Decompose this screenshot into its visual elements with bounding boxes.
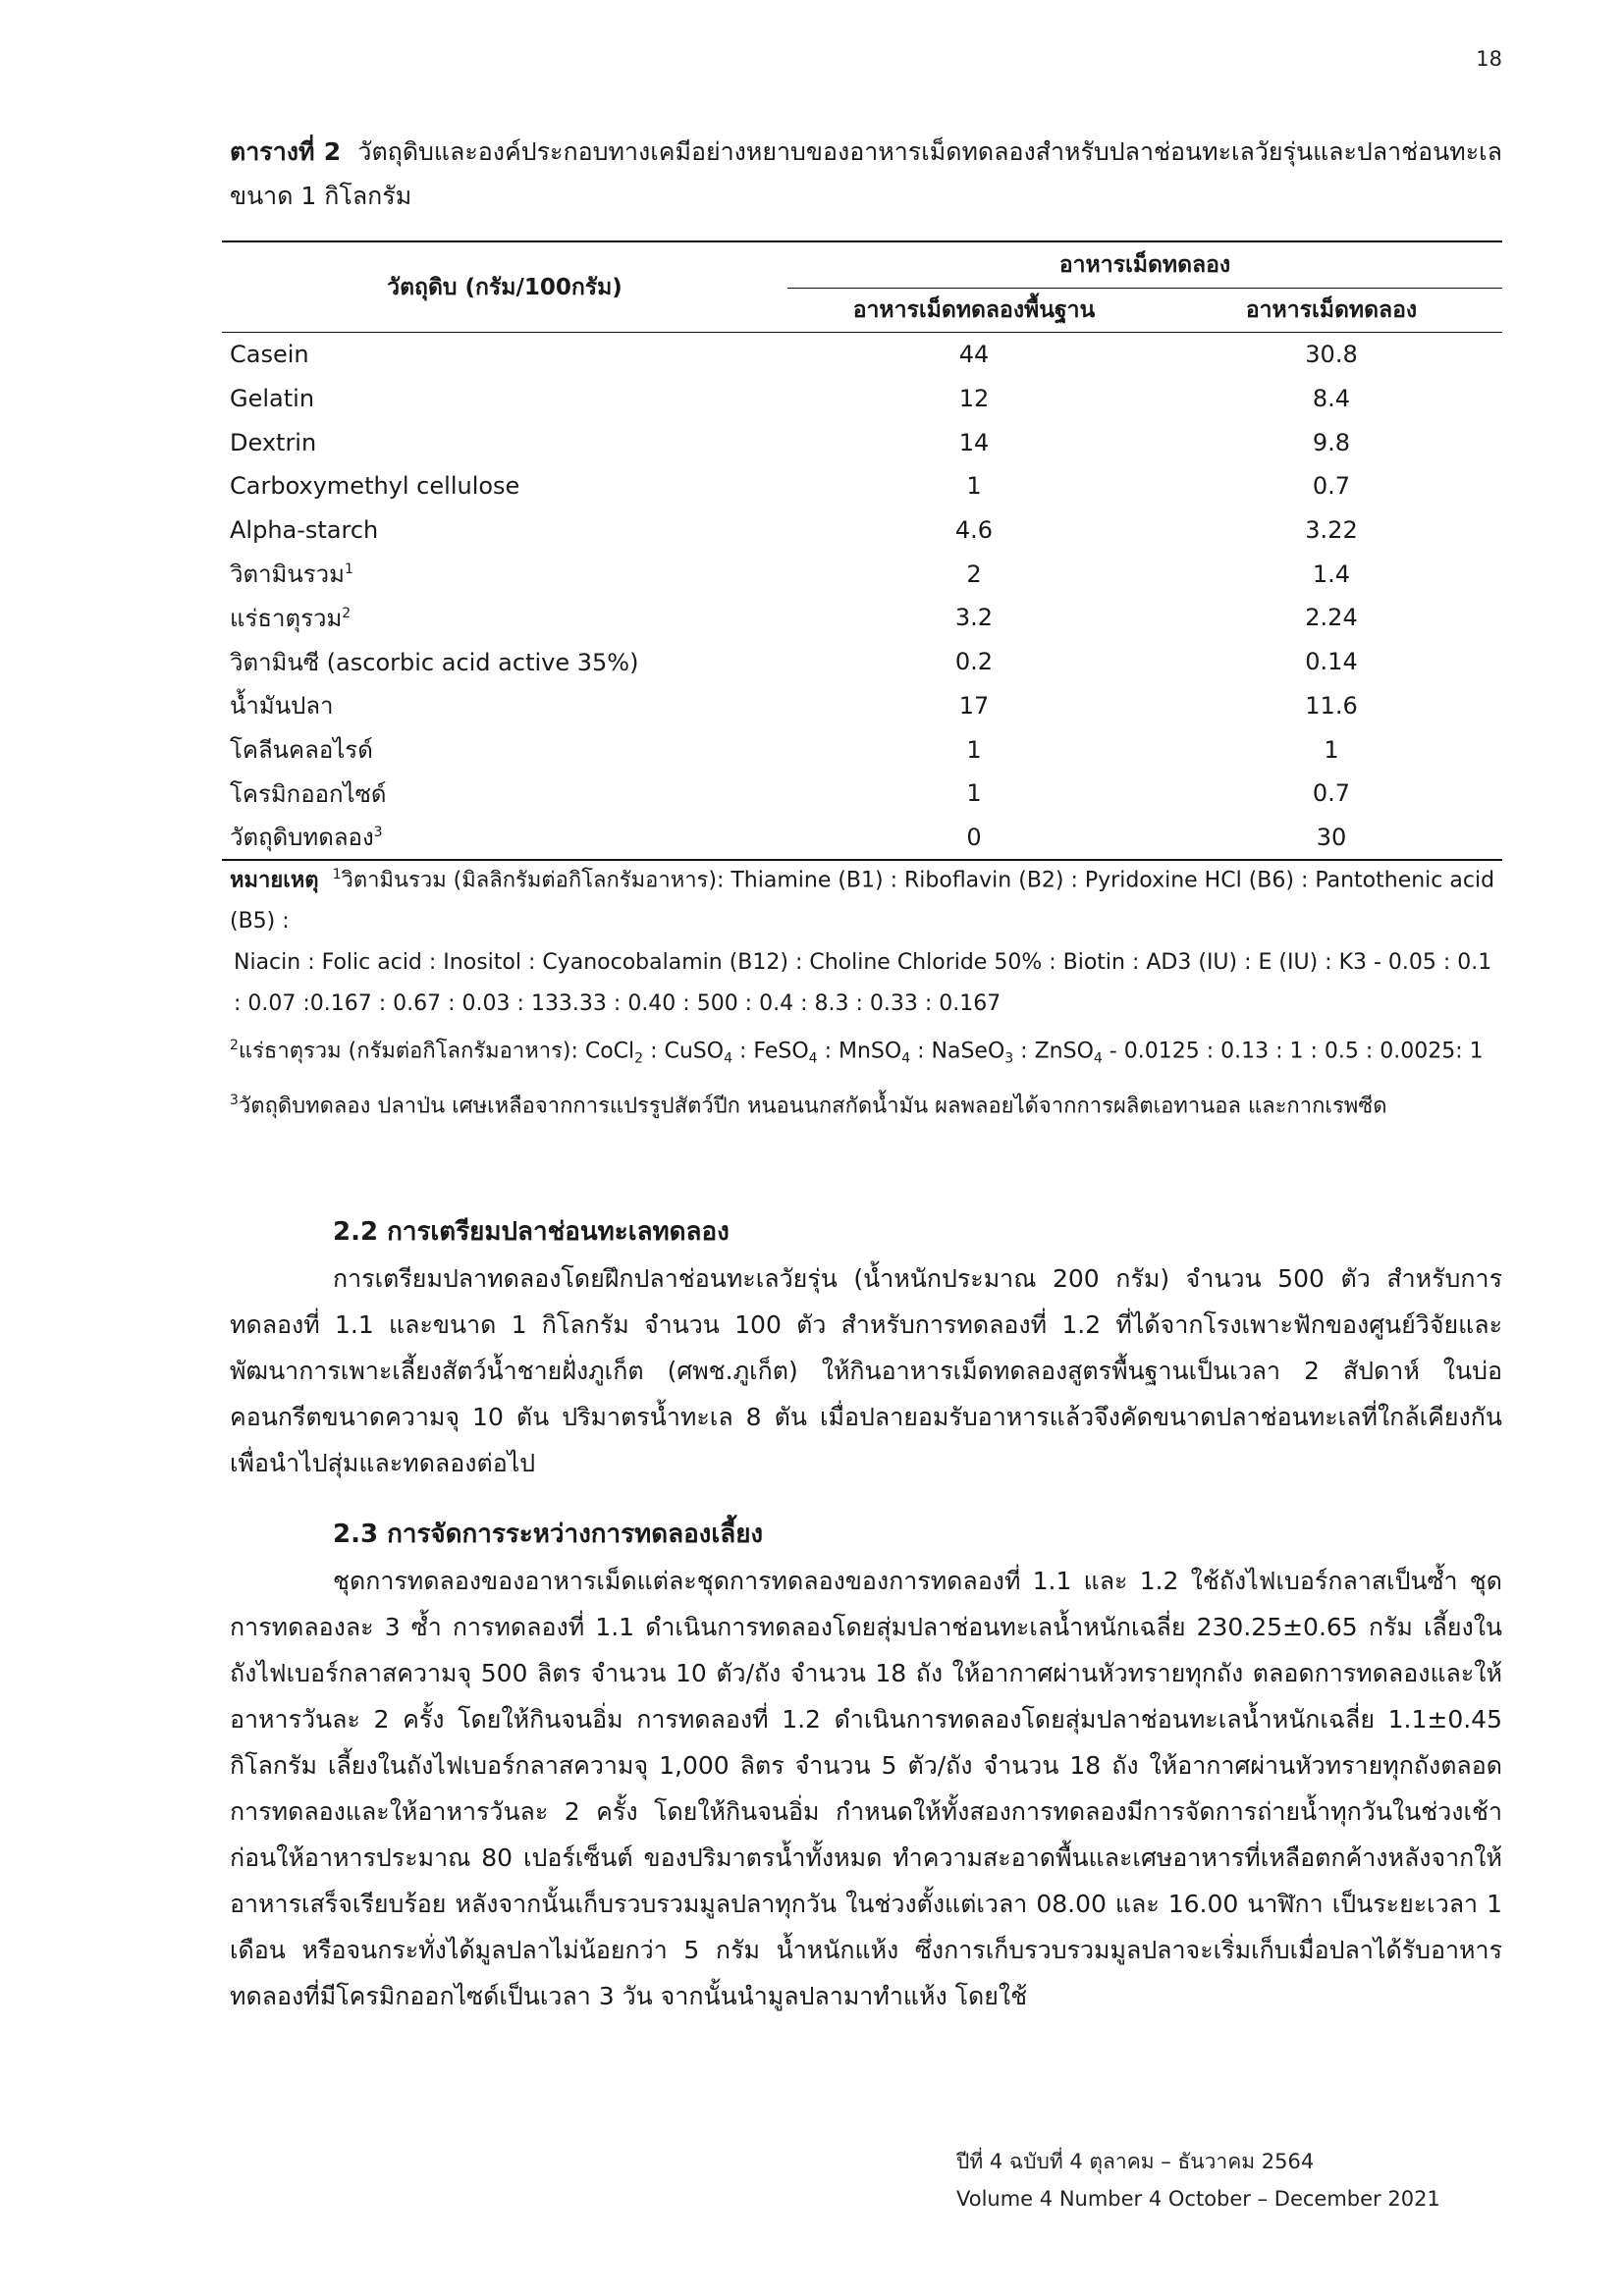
note-2: [230, 1025, 1502, 1080]
note-3-text: วัตถุดิบทดลอง ปลาป่น เศษเหลือจากการแปรรูปสัตว์ปีก หนอนนกสกัดน้ำมัน ผลพลอยได้จากการผลิตเอทานอล และกากเรพซีด: [238, 1094, 1387, 1119]
table-caption: [230, 130, 1502, 218]
cell-base: 1: [966, 779, 982, 808]
footnote-marker: 1: [332, 867, 342, 882]
table-caption-text: วัตถุดิบและองค์ประกอบทางเคมีอย่างหยาบของอาหารเม็ดทดลองสำหรับปลาช่อนทะเลวัยรุ่นและปลาช่อนทะเลขนาด 1 กิโลกรัม: [230, 137, 1502, 210]
footnote-marker: 3: [373, 825, 383, 841]
formula-subscript: 2: [634, 1051, 644, 1068]
formula-feso: : FeSO: [731, 1039, 809, 1064]
table-row: [222, 333, 1502, 377]
cell-base: 44: [958, 341, 990, 369]
formula-mnso: : MnSO: [817, 1039, 902, 1064]
table-row: [222, 727, 1502, 772]
cell-base: 2: [966, 560, 982, 588]
cell-base: 0.2: [954, 648, 994, 676]
header-base: อาหารเม็ดทดลองพื้นฐาน: [787, 289, 1161, 333]
cell-material: [222, 552, 787, 596]
page-footer: [956, 2143, 1506, 2217]
cell-exp: 0.14: [1305, 648, 1358, 676]
header-material: วัตถุดิบ (กรัม/100กรัม): [222, 241, 787, 333]
table-row: [222, 552, 1502, 596]
table-row: [222, 508, 1502, 553]
note-3: [230, 1080, 1502, 1127]
header-group: อาหารเม็ดทดลอง: [787, 241, 1502, 289]
note-1: [230, 854, 1502, 942]
page-number: 18: [1476, 47, 1502, 71]
table-caption-label: ตารางที่ 2: [230, 137, 342, 166]
notes-label: หมายเหตุ: [230, 868, 319, 893]
cell-base: 1: [966, 472, 982, 501]
formula-subscript: 4: [1093, 1051, 1103, 1068]
section-2-2: [230, 1209, 1502, 1486]
cell-material: โคลีนคลอไรด์: [230, 736, 373, 765]
formula-znso: : ZnSO: [1013, 1039, 1094, 1064]
cell-base: 14: [958, 428, 990, 456]
cell-exp: 8.4: [1312, 385, 1351, 413]
cell-material: Casein: [230, 341, 309, 369]
footnote-marker: 3: [230, 1093, 239, 1109]
table-row: [222, 420, 1502, 464]
cell-base: 4.6: [954, 516, 994, 545]
cell-exp: 11.6: [1305, 691, 1358, 720]
section-heading: 2.3 การจัดการระหว่างการทดลองเลี้ยง: [333, 1520, 764, 1549]
note-2-prefix: แร่ธาตุรวม (กรัมต่อกิโลกรัมอาหาร):: [238, 1039, 585, 1064]
cell-base: 0: [787, 816, 1161, 861]
cell-base: 17: [958, 691, 990, 720]
table-row: [222, 596, 1502, 640]
cell-material: [222, 596, 787, 640]
section-2-3: [230, 1512, 1502, 2019]
cell-base: 3.2: [954, 604, 994, 632]
cell-material: Carboxymethyl cellulose: [230, 472, 520, 501]
material-label: วัตถุดิบทดลอง: [230, 824, 374, 852]
cell-material: วิตามินซี (ascorbic acid active 35%): [230, 648, 639, 676]
section-paragraph: การเตรียมปลาทดลองโดยฝึกปลาช่อนทะเลวัยรุ่น (น้ำหนักประมาณ 200 กรัม) จำนวน 500 ตัว สำหรับการทดลองที่ 1.1 และขนาด 1 กิโลกรัม จำนวน 100 ตัว สำหรับการทดลองที่ 1.2 ที่ได้จากโรงเพาะฟักของศูนย์วิจัยและพัฒนาการเพาะเลี้ยงสัตว์น้ำชายฝั่งภูเก็ต (ศพช.ภูเก็ต) ให้กินอาหารเม็ดทดลองสูตรพื้นฐานเป็นเวลา 2 สัปดาห์ ในบ่อคอนกรีตขนาดความจุ 10 ตัน ปริมาตรน้ำทะเล 8 ตัน เมื่อปลายอมรับอาหารแล้วจึงคัดขนาดปลาช่อนทะเลที่ใกล้เคียงกันเพื่อนำไปสุ่มและทดลองต่อไป: [230, 1264, 1502, 1477]
header-exp: อาหารเม็ดทดลอง: [1161, 289, 1502, 333]
cell-exp: 9.8: [1312, 428, 1351, 456]
note-1-continued: Niacin : Folic acid : Inositol : Cyanocobalamin (B12) : Choline Chloride 50% : Biotin : AD3 (IU) : E (IU) : K3 - 0.05 : 0.1 : 0.07 :0.167 : 0.67 : 0.03 : 133.33 : 0.40 : 500 : 0.4 : 8.3 : 0.33 : 0.167: [234, 950, 1492, 1017]
table-row: [222, 464, 1502, 508]
cell-material: น้ำมันปลา: [230, 692, 334, 721]
cell-base: 1: [966, 735, 982, 764]
footnote-marker: 2: [342, 605, 352, 621]
section-heading: 2.2 การเตรียมปลาช่อนทะเลทดลอง: [333, 1217, 730, 1247]
footnote-marker: 2: [230, 1038, 239, 1054]
cell-material: Dextrin: [230, 428, 317, 456]
cell-material: โครมิกออกไซด์: [230, 779, 387, 808]
formula-cocl: CoCl: [584, 1039, 635, 1064]
formula-subscript: 4: [808, 1051, 818, 1068]
table-row: [222, 377, 1502, 421]
formula-cuso: : CuSO: [643, 1039, 725, 1064]
table-notes: [230, 854, 1502, 1127]
table-row: [222, 640, 1502, 684]
formula-subscript: 4: [724, 1051, 732, 1068]
cell-exp: 2.24: [1305, 604, 1358, 632]
cell-exp: 3.22: [1305, 516, 1358, 545]
cell-exp: 30: [1161, 816, 1502, 861]
table-row: [222, 684, 1502, 728]
table-row: [222, 772, 1502, 816]
cell-material: Gelatin: [230, 385, 315, 413]
ingredient-table: [222, 240, 1502, 861]
cell-exp: 0.7: [1312, 779, 1351, 808]
cell-exp: 0.7: [1312, 472, 1351, 501]
footnote-marker: 1: [344, 561, 353, 578]
section-paragraph: ชุดการทดลองของอาหารเม็ดแต่ละชุดการทดลองของการทดลองที่ 1.1 และ 1.2 ใช้ถังไฟเบอร์กลาสเป็นซ้ำ ชุดการทดลองละ 3 ซ้ำ การทดลองที่ 1.1 ดำเนินการทดลองโดยสุ่มปลาช่อนทะเลน้ำหนักเฉลี่ย 230.25±0.65 กรัม เลี้ยงในถังไฟเบอร์กลาสความจุ 500 ลิตร จำนวน 10 ตัว/ถัง จำนวน 18 ถัง ให้อากาศผ่านหัวทรายทุกถัง ตลอดการทดลองและให้อาหารวันละ 2 ครั้ง โดยให้กินจนอิ่ม การทดลองที่ 1.2 ดำเนินการทดลองโดยสุ่มปลาช่อนทะเลน้ำหนักเฉลี่ย 1.1±0.45 กิโลกรัม เลี้ยงในถังไฟเบอร์กลาสความจุ 1,000 ลิตร จำนวน 5 ตัว/ถัง จำนวน 18 ถัง ให้อากาศผ่านหัวทรายทุกถังตลอดการทดลองและให้อาหารวันละ 2 ครั้ง โดยให้กินจนอิ่ม กำหนดให้ทั้งสองการทดลองมีการจัดการถ่ายน้ำทุกวันในช่วงเช้าก่อนให้อาหารประมาณ 80 เปอร์เซ็นต์ ของปริมาตรน้ำทั้งหมด ทำความสะอาดพื้นและเศษอาหารที่เหลือตกค้างหลังจากให้อาหารเสร็จเรียบร้อย หลังจากนั้นเก็บรวบรวมมูลปลาทุกวัน ในช่วงตั้งแต่เวลา 08.00 และ 16.00 นาฬิกา เป็นระยะเวลา 1 เดือน หรือจนกระทั่งได้มูลปลาไม่น้อยกว่า 5 กรัม น้ำหนักแห้ง ซึ่งการเก็บรวบรวมมูลปลาจะเริ่มเก็บเมื่อปลาได้รับอาหารทดลองที่มีโครมิกออกไซด์เป็นเวลา 3 วัน จากนั้นนำมูลปลามาทำแห้ง โดยใช้: [230, 1567, 1502, 2010]
footer-english: Volume 4 Number 4 October – December 2021: [956, 2187, 1440, 2211]
cell-exp: 1: [1324, 735, 1339, 764]
note-2-values: - 0.0125 : 0.13 : 1 : 0.5 : 0.0025: 1: [1102, 1039, 1484, 1064]
cell-material: Alpha-starch: [230, 516, 379, 545]
footer-thai: ปีที่ 4 ฉบับที่ 4 ตุลาคม – ธันวาคม 2564: [956, 2150, 1315, 2173]
formula-subscript: 3: [1004, 1051, 1014, 1068]
cell-exp: 30.8: [1305, 341, 1358, 369]
formula-naseo: : NaSeO: [910, 1039, 1005, 1064]
material-label: วิตามินรวม: [230, 561, 345, 589]
formula-subscript: 4: [901, 1051, 911, 1068]
material-label: แร่ธาตุรวม: [230, 604, 343, 632]
note-1-text: วิตามินรวม (มิลลิกรัมต่อกิโลกรัมอาหาร): Thiamine (B1) : Riboflavin (B2) : Pyridoxine HCl (B6) : Pantothenic acid (B5) :: [230, 868, 1495, 934]
cell-base: 12: [958, 385, 990, 413]
cell-exp: 1.4: [1312, 560, 1351, 588]
